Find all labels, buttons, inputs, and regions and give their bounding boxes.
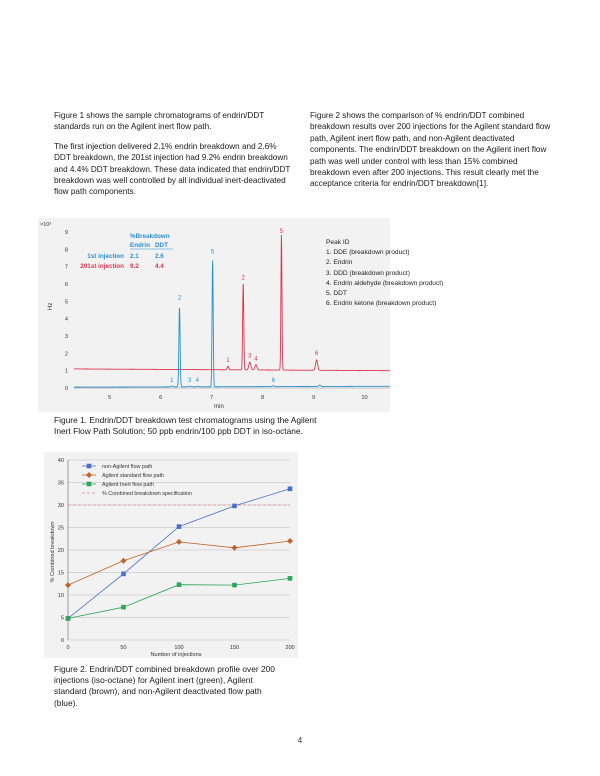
blue-peak-label: 5	[210, 249, 215, 256]
red-peak-label: 6	[314, 351, 319, 358]
peak-id-5: 5. DDT	[326, 290, 347, 298]
data-point	[232, 583, 237, 588]
figure-2-caption: Figure 2. Endrin/DDT combined breakdown profile over 200 injections (iso-octane) for Agilent inert (green), Agilent standard (brown), and non-Agilent deactivated flow path (blue).	[54, 664, 275, 708]
row2-label: 201st injection	[80, 263, 124, 270]
legend-marker	[87, 482, 92, 487]
data-point	[66, 616, 71, 621]
y-tick-label: 3	[64, 334, 68, 340]
data-point	[177, 582, 182, 587]
y-tick-label: 7	[64, 264, 68, 271]
row1-endrin: 2.1	[130, 253, 139, 260]
y-tick-label: 0	[60, 638, 64, 644]
row1-label: 1st injection	[87, 253, 124, 260]
breakdown-col-ddt: DDT	[155, 242, 168, 249]
blue-peak-label: 6	[271, 377, 275, 384]
peak-id-title: Peak ID	[326, 239, 350, 246]
blue-peak-label: 1	[170, 377, 174, 384]
x-tick-label: 50	[120, 645, 127, 651]
legend-label: non-Agilent flow path	[102, 464, 153, 470]
right-text-column	[310, 110, 555, 198]
y-tick-label: 5	[64, 299, 68, 306]
row1-ddt: 2.6	[155, 253, 164, 260]
y-tick-label: 9	[64, 230, 68, 236]
legend-marker	[87, 464, 92, 469]
page-number: 4	[297, 736, 303, 745]
peak-id-1: 1. DDE (breakdown product)	[326, 249, 410, 257]
left-paragraph-1: Figure 1 shows the sample chromatograms of endrin/DDT standards run on the Agilent inert flow path.	[54, 111, 265, 132]
left-text-column	[54, 110, 294, 206]
x-tick-label: 200	[285, 645, 295, 651]
x-tick-label: 0	[66, 645, 70, 651]
data-point	[121, 605, 126, 610]
data-point	[177, 524, 182, 529]
y-tick-label: 25	[57, 525, 64, 532]
y-tick-label: 20	[57, 548, 64, 554]
x-tick-label: 100	[174, 645, 184, 651]
y-tick-label: 35	[57, 480, 64, 487]
x-tick-label: 7	[210, 395, 214, 401]
red-peak-label: 5	[279, 228, 284, 235]
legend-label: Agilent standard flow path	[102, 473, 165, 479]
y-axis-label: % Combined breakdown	[50, 521, 56, 583]
x-tick-label: 10	[361, 395, 368, 401]
row2-ddt: 4.4	[155, 263, 164, 270]
y-tick-label: 10	[57, 593, 64, 599]
x-axis-label: min	[214, 404, 224, 410]
red-peak-label: 2	[241, 275, 245, 282]
y-tick-label: 2	[64, 351, 68, 358]
x-tick-label: 8	[261, 395, 265, 401]
data-point	[232, 504, 237, 509]
figure-1-caption: Figure 1. Endrin/DDT breakdown test chromatograms using the Agilent Inert Flow Path Solution; 50 ppb endrin/100 ppb DDT in iso-octane.	[54, 415, 317, 437]
legend-label: Agilent Inert flow path	[102, 482, 154, 488]
y-tick-label: 15	[57, 570, 64, 577]
y-tick-label: 8	[64, 247, 68, 254]
y-tick-label: 0	[64, 386, 68, 392]
right-paragraph-1: Figure 2 shows the comparison of % endrin/DDT combined breakdown results over 200 injections for the Agilent standard flow path, Agilent inert flow path, and non-Agilent deactivated components. The endrin/DDT breakdown on the Agilent inert flow path was well under control with less than 15% combined breakdown even after 200 injections. This result clearly met the acceptance criteria for endrin/DDT breakdown[1].	[310, 111, 551, 189]
data-point	[121, 572, 126, 577]
row2-endrin: 9.2	[130, 263, 139, 270]
red-peak-label: 1	[226, 358, 230, 364]
y-axis-label: Hz	[48, 302, 54, 310]
data-point	[288, 487, 293, 492]
legend-label: % Combined breakdown specification	[102, 491, 192, 497]
breakdown-table-title: %Breakdown	[130, 233, 170, 240]
red-peak-label: 3	[248, 353, 252, 360]
y-tick-label: 1	[64, 368, 68, 375]
y-tick-label: 6	[64, 282, 68, 288]
y-tick-label: 4	[64, 316, 68, 323]
blue-peak-label: 2	[177, 295, 182, 302]
x-axis-label: Number of injections	[150, 652, 202, 658]
x-tick-label: 5	[108, 395, 112, 401]
peak-id-2: 2. Endrin	[326, 259, 353, 267]
x-tick-label: 6	[159, 395, 163, 401]
y-tick-label: 5	[60, 615, 64, 622]
x-tick-label: 9	[311, 395, 316, 401]
breakdown-col-endrin: Endrin	[130, 242, 150, 249]
blue-peak-label: 4	[195, 377, 200, 384]
y-tick-label: 30	[57, 503, 64, 509]
peak-id-list	[326, 238, 443, 309]
peak-id-4: 4. Endrin aldehyde (breakdown product)	[326, 279, 444, 287]
red-peak-label: 4	[254, 356, 258, 363]
x-tick-label: 150	[229, 645, 240, 651]
breakdown-line-chart	[44, 452, 298, 658]
data-point	[288, 576, 293, 581]
peak-id-6: 6. Endrin ketone (breakdown product)	[326, 300, 437, 308]
y-tick-label: 40	[57, 458, 64, 464]
blue-peak-label: 3	[188, 377, 192, 384]
peak-id-3: 3. DDD (breakdown product)	[326, 269, 410, 277]
y-exponent: ×10³	[40, 222, 52, 228]
left-paragraph-2: The first injection delivered 2.1% endrin breakdown and 2.6% DDT breakdown, the 201st injection had 9.2% endrin breakdown and 4.4% DDT breakdown. These data indicated that endrin/DDT breakdown was well controlled by all individual inert-deactivated flow path components.	[54, 141, 291, 197]
